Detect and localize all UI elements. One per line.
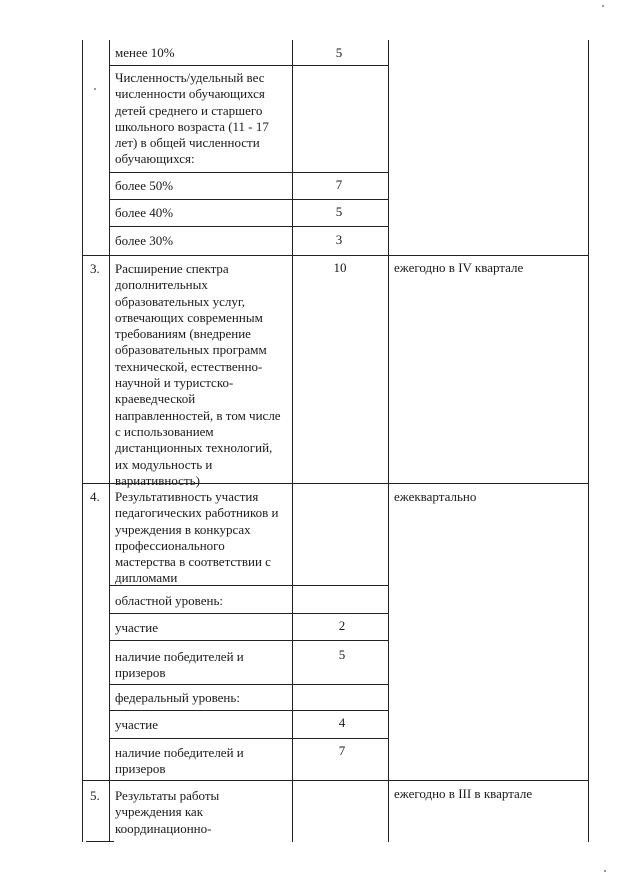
federal-winners-label: наличие победителей и призеров [115,745,244,777]
row-value-less-10: 5 [335,45,343,60]
row-border [109,65,388,66]
row-label-more-30: более 30% [115,233,174,248]
row-border [109,226,388,227]
value-column-left-divider [292,40,293,842]
row-label-less-10: менее 10% [115,45,175,60]
scan-speck [94,88,96,90]
item-4-number: 4. [90,489,100,504]
regional-level-label: областной уровень: [115,593,223,608]
table-right-border [588,40,589,842]
item-4-label: Результативность участия педагогических работников и учреждения в конкурсах профессионального мастерства в соответствии с дипломами [115,489,279,586]
scan-speck [604,870,606,872]
federal-winners-value: 7 [338,743,346,758]
row-value-more-40: 5 [335,204,343,219]
item-3-label: Расширение спектра дополнительных образовательных услуг, отвечающих современным требованиям (внедрение образовательных программ технической, естественно- научной и туристско- краеведческой направленностей, в том числе с использованием дистанционных технологий, их модульность и вариативность) [115,261,281,488]
federal-participation-label: участие [115,717,158,732]
row-border [109,710,388,711]
federal-level-label: федеральный уровень: [115,690,240,705]
value-column-right-divider [388,40,389,842]
row-label-more-50: более 50% [115,178,174,193]
item-3-value: 10 [333,260,347,275]
regional-participation-value: 2 [338,618,346,633]
scan-speck [602,5,604,7]
number-column-divider [109,40,110,842]
row-border [82,255,588,256]
regional-winners-value: 5 [338,647,346,662]
federal-participation-value: 4 [338,715,346,730]
row-label-more-40: более 40% [115,205,174,220]
item-5-label: Результаты работы учреждения как координационно- [115,788,220,836]
row-border [109,199,388,200]
row-value-more-50: 7 [335,177,343,192]
item-3-number: 3. [90,261,100,276]
regional-winners-label: наличие победителей и призеров [115,649,244,681]
table-left-border [82,40,83,842]
item-5-number: 5. [90,788,100,803]
students-share-header: Численность/удельный вес численности обучающихся детей среднего и старшего школьного возраста (11 - 17 лет) в общей численности обучающихся: [115,70,269,167]
row-border [109,640,388,641]
row-border [109,172,388,173]
item-3-period: ежегодно в IV квартале [394,260,524,275]
row-border [82,780,588,781]
row-border [109,738,388,739]
regional-participation-label: участие [115,620,158,635]
row-border [109,613,388,614]
item-5-period: ежегодно в III в квартале [394,786,533,801]
row-value-more-30: 3 [335,232,343,247]
table-bottom-border [86,841,114,842]
item-4-period: ежеквартально [394,489,477,504]
row-border [109,684,388,685]
